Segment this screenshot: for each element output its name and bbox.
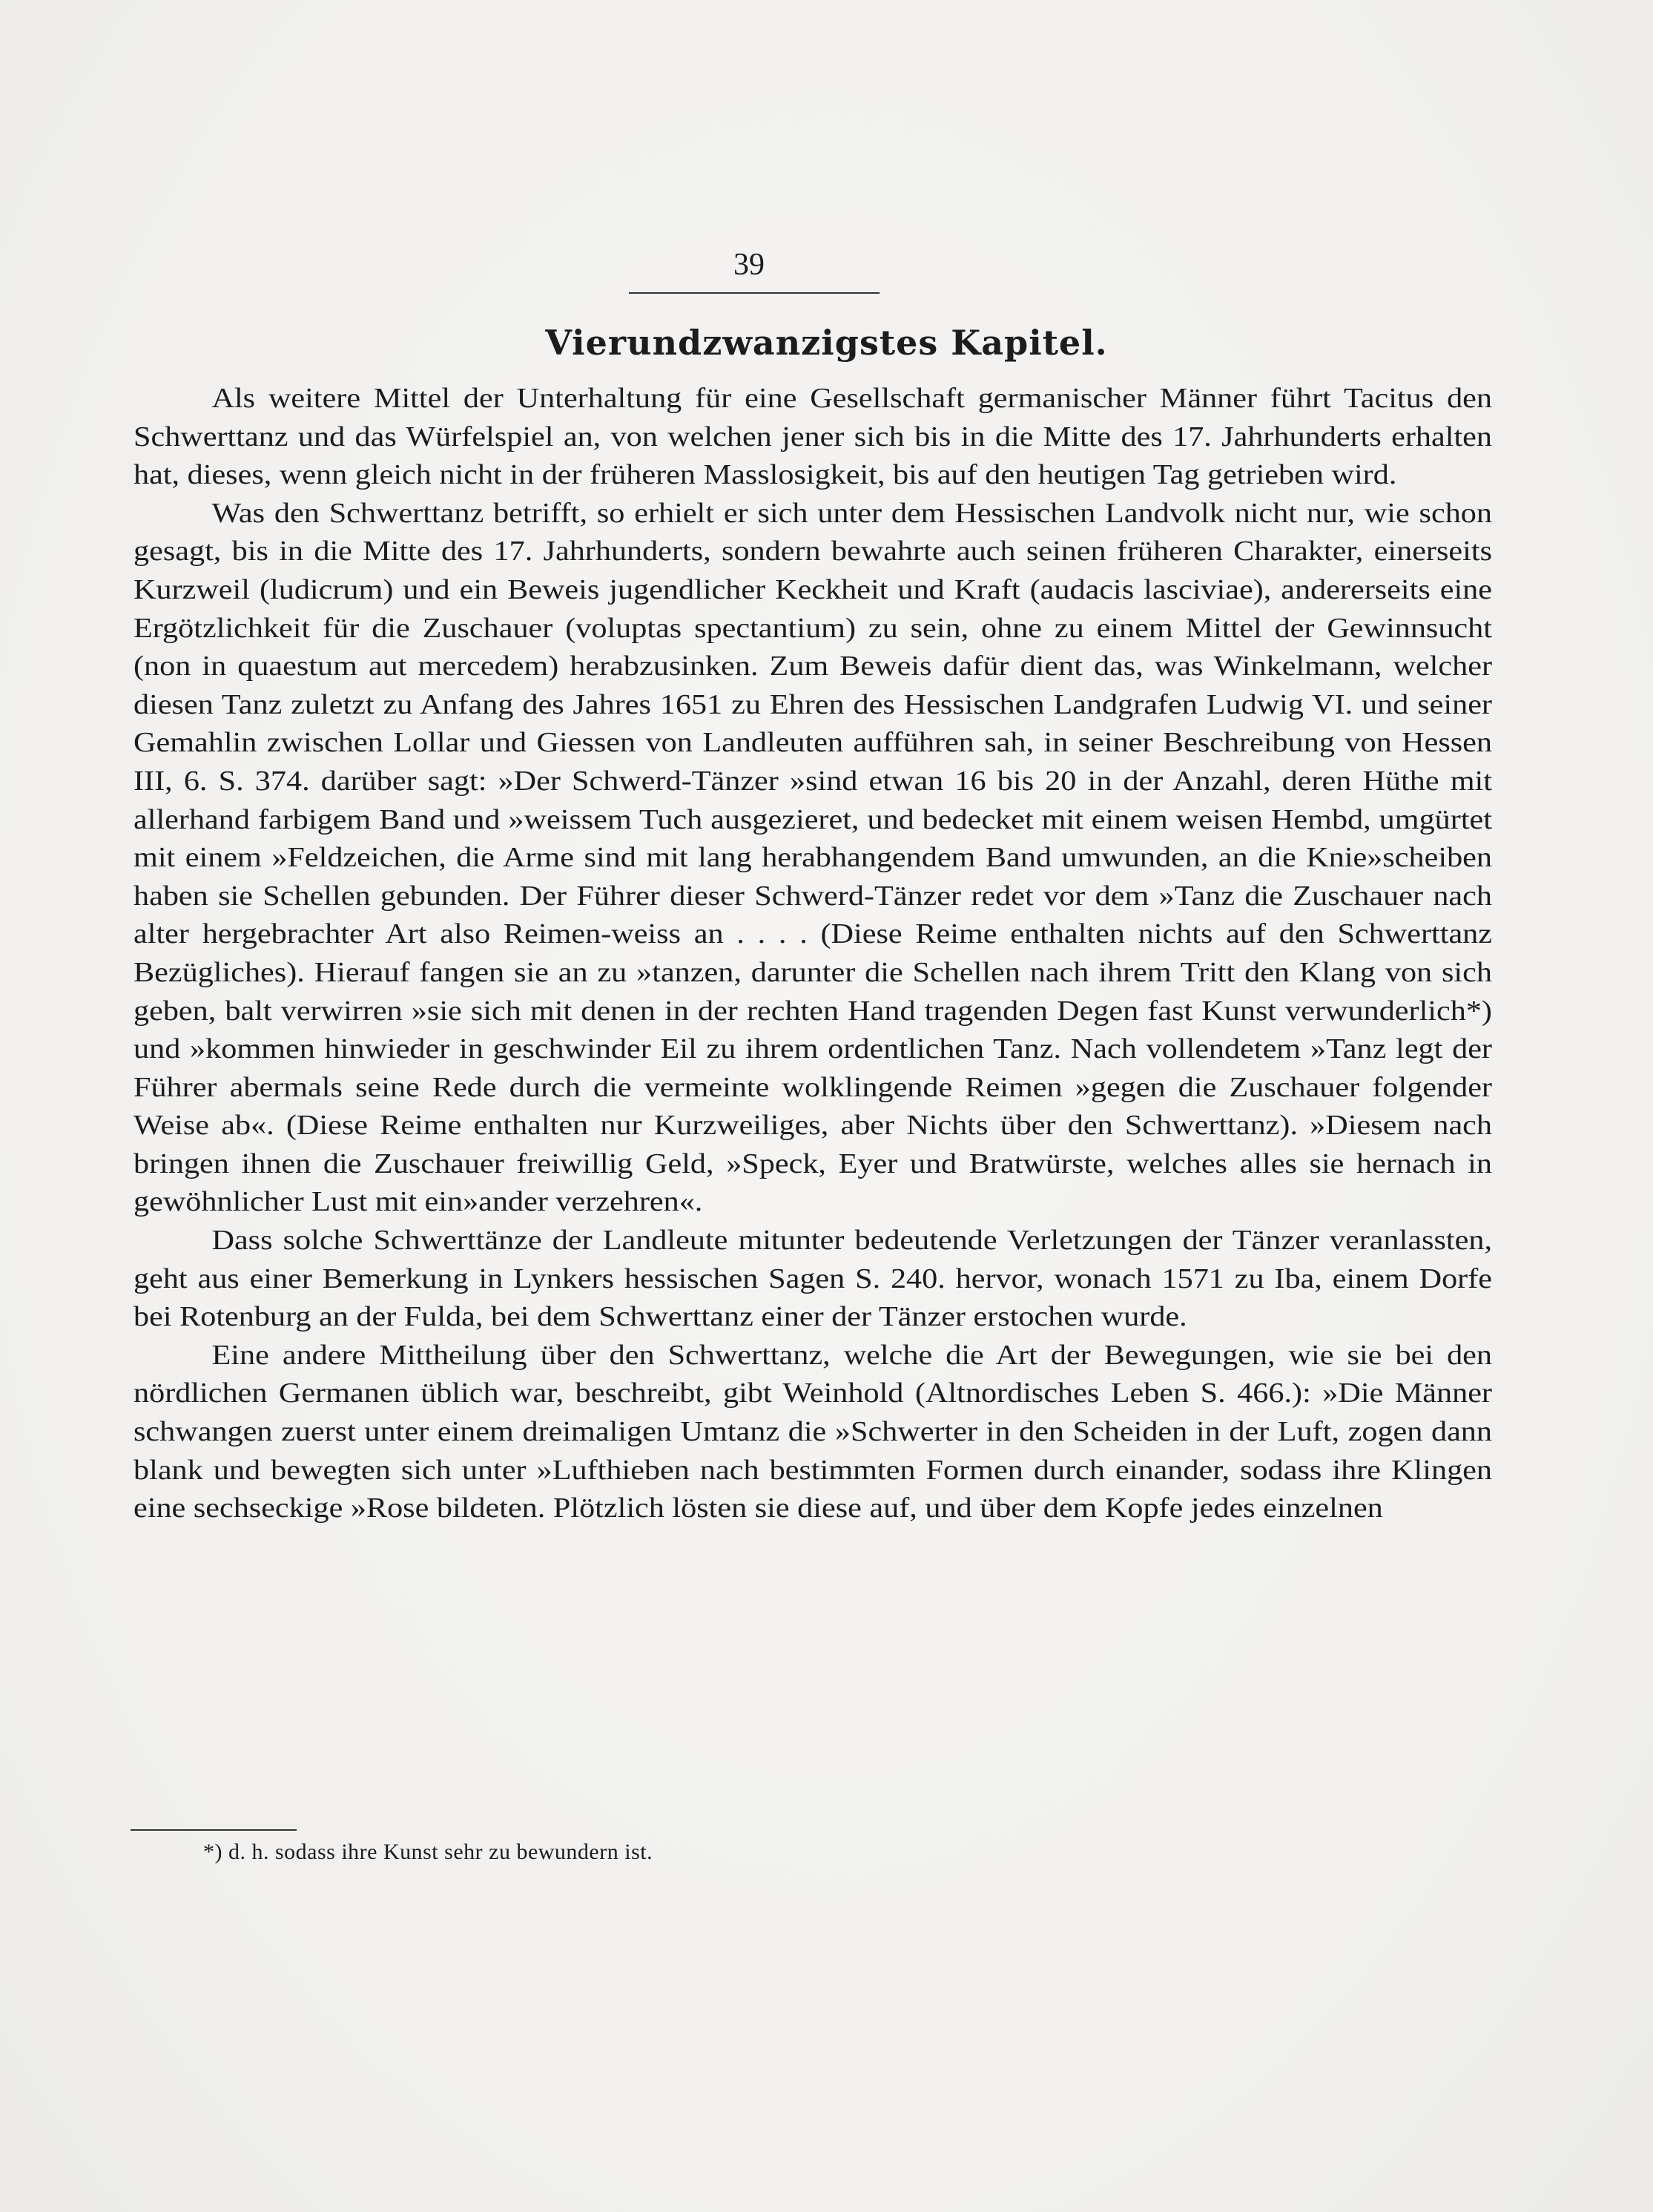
body-text (133, 380, 1492, 1528)
footnote: *) d. h. sodass ihre Kunst sehr zu bewundern ist. (203, 1840, 653, 1864)
header-rule (629, 292, 880, 294)
footnote-rule (131, 1829, 297, 1831)
chapter-title: Vierundzwanzigstes Kapitel. (545, 323, 1108, 363)
paragraph: Als weitere Mittel der Unterhaltung für eine Gesellschaft germanischer Männer führt Tacitus den Schwerttanz und das Würfelspiel an, von welchen jener sich bis in die Mitte des 17. Jahrhunderts erhalten hat, dieses, wenn gleich nicht in der früheren Masslosigkeit, bis auf den heutigen Tag getrieben wird. (133, 383, 1492, 491)
paragraph: Dass solche Schwerttänze der Landleute mitunter bedeutende Verletzungen der Tänzer veranlassten, geht aus einer Bemerkung in Lynkers hessischen Sagen S. 240. hervor, wonach 1571 zu Iba, einem Dorfe bei Rotenburg an der Fulda, bei dem Schwerttanz einer der Tänzer erstochen wurde. (133, 1225, 1492, 1333)
page-number: 39 (733, 248, 765, 282)
paragraph: Eine andere Mittheilung über den Schwerttanz, welche die Art der Bewegungen, wie sie bei den nördlichen Germanen üblich war, beschreibt, gibt Weinhold (Altnordisches Leben S. 466.): »Die Männer schwangen zuerst unter einem dreimaligen Umtanz die »Schwerter in den Scheiden in der Luft, zogen dann blank und bewegten sich unter »Lufthieben nach bestimmten Formen durch einander, sodass ihre Klingen eine sechseckige »Rose bildeten. Plötzlich lösten sie diese auf, und über dem Kopfe jedes einzelnen (133, 1339, 1492, 1524)
paragraph: Was den Schwerttanz betrifft, so erhielt er sich unter dem Hessischen Landvolk nicht nur, wie schon gesagt, bis in die Mitte des 17. Jahrhunderts, sondern bewahrte auch seinen früheren Charakter, einerseits Kurzweil (ludicrum) und ein Beweis jugendlicher Keckheit und Kraft (audacis lasciviae), andererseits eine Ergötzlichkeit für die Zuschauer (voluptas spectantium) zu sein, ohne zu einem Mittel der Gewinnsucht (non in quaestum aut mercedem) herabzusinken. Zum Beweis dafür dient das, was Winkelmann, welcher diesen Tanz zuletzt zu Anfang des Jahres 1651 zu Ehren des Hessischen Landgrafen Ludwig VI. und seiner Gemahlin zwischen Lollar und Giessen von Landleuten aufführen sah, in seiner Beschreibung von Hessen III, 6. S. 374. darüber sagt: »Der Schwerd-Tänzer »sind etwan 16 bis 20 in der Anzahl, deren Hüthe mit allerhand farbigem Band und »weissem Tuch ausgezieret, und bedecket mit einem weisen Hembd, umgürtet mit einem »Feldzeichen, die Arme sind mit lang herabhangendem Band umwunden, an die Knie»scheiben haben sie Schellen gebunden. Der Führer dieser Schwerd-Tänzer redet vor dem »Tanz die Zuschauer nach alter hergebrachter Art also Reimen-weiss an . . . . (Diese Reime enthalten nichts auf den Schwerttanz Bezügliches). Hierauf fangen sie an zu »tanzen, darunter die Schellen nach ihrem Tritt den Klang von sich geben, balt verwirren »sie sich mit denen in der rechten Hand tragenden Degen fast Kunst verwunderlich*) und »kommen hinwieder in geschwinder Eil zu ihrem ordentlichen Tanz. Nach vollendetem »Tanz legt der Führer abermals seine Rede durch die vermeinte wolklingende Reimen »gegen die Zuschauer folgender Weise ab«. (Diese Reime enthalten nur Kurzweiliges, aber Nichts über den Schwerttanz). »Diesem nach bringen ihnen die Zuschauer freiwillig Geld, »Speck, Eyer und Bratwürste, welches alles sie hernach in gewöhnlicher Lust mit ein»ander verzehren«. (133, 497, 1492, 1218)
